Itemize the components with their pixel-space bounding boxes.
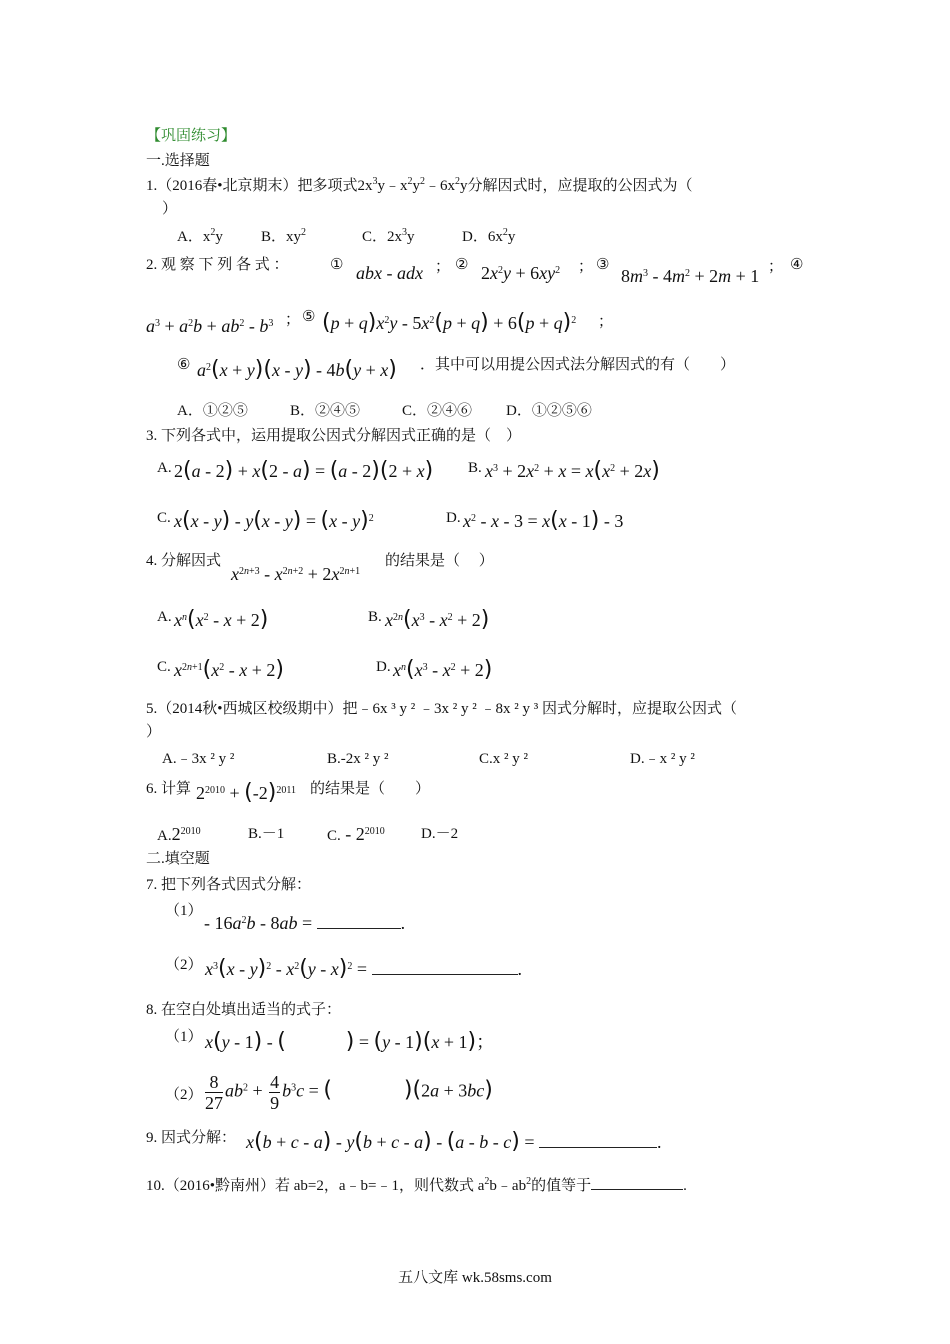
question-4-option-d: $x^n(x^3 - x^2 + 2)$ (393, 657, 493, 682)
question-5-option-b: B.-2x ² y ² (327, 751, 389, 767)
question-5-option-c: C.x ² y ² (479, 751, 528, 767)
question-4-label-a: A. (157, 609, 172, 625)
circled-2: ② (455, 257, 469, 273)
question-2-option-b: B．②④⑤ (290, 403, 361, 419)
expr-2-3: $8m^3 - 4m^2 + 2m + 1$ (621, 266, 760, 286)
question-9-expression: x(b + c - a) - y(b + c - a) - (a - b - c) = . (246, 1129, 662, 1154)
question-4-label-d: D. (376, 659, 391, 675)
question-1-option-a: A．$x^2y$ (177, 227, 223, 245)
question-2-option-c: C．②④⑥ (402, 403, 473, 419)
question-9-stem: 9. 因式分解： (146, 1130, 237, 1146)
question-5-option-d: D.﹣x ² y ² (630, 751, 695, 767)
question-1-option-b: B．$xy^2$ (261, 227, 307, 245)
question-5-option-a: A.﹣3x ² y ² (162, 751, 235, 767)
section-heading: 【巩固练习】 (146, 128, 237, 144)
question-2-stem: 2. 观 察 下 列 各 式 ： (146, 257, 289, 273)
question-10-stem: 10.（2016•黔南州）若 ab=2，a﹣b=﹣1，则代数式 $a^2b﹣ab^2$的值等于 . (146, 1176, 687, 1194)
question-6-expression: $2^{2010} + (-2)^{2011}$ (196, 780, 296, 805)
section-title-fill: 二.填空题 (146, 851, 210, 867)
question-4-stem: 4. 分解因式 (146, 553, 222, 569)
expr-2-6: $a^2(x + y)(x - y) - 4b(y + x)$ (197, 357, 397, 382)
question-1-stem: 1.（2016春•北京期末）把多项式$2x^3y﹣x^2y^2﹣6x^2y$分解因式时，应提取的公因式为（ (146, 176, 693, 194)
expr-2-2: $2x^2y + 6xy^2$ (481, 263, 561, 283)
circled-5: ⑤ (302, 309, 316, 325)
question-2-tail: ．其中可以用提公因式法分解因式的有（ ） (420, 357, 736, 373)
question-4-label-b: B. (368, 609, 382, 625)
question-4-expression: $x^{2n+3} - x^{2n+2} + 2x^{2n+1}$ (231, 564, 361, 584)
question-1-option-c: C．$2x^3y$ (362, 227, 415, 245)
question-3-stem: 3. 下列各式中，运用提取公因式分解因式正确的是（ ） (146, 428, 522, 444)
question-2-option-d: D．①②⑤⑥ (506, 403, 592, 419)
question-6-option-c: C. - $2^{2010}$ (327, 824, 385, 844)
footer-text: 五八文库 wk.58sms.com (398, 1270, 552, 1286)
question-8-expression-2: $\frac{8}{27}$ $ab^2$ + $\frac{4}{9}$ $b^3c$ = ( )(2a + 3bc) (205, 1072, 493, 1113)
circled-4: ④ (790, 257, 804, 273)
question-8-sub-1: （1） (165, 1029, 203, 1045)
question-3-option-c: x(x - y) - y(x - y) = (x - y)$^2$ (174, 508, 374, 533)
question-1-stem-cont: ） (162, 201, 178, 217)
question-3-option-d: $x^2 - x - 3 = x(x - 1) - 3$ (463, 508, 624, 533)
question-5-stem: 5.（2014秋•西城区校级期中）把﹣6x ³ y ² ﹣3x ² y ² ﹣8x ² y ³ 因式分解时，应提取公因式（ (146, 701, 737, 717)
question-8-stem: 8. 在空白处填出适当的式子： (146, 1002, 342, 1018)
question-6-option-b: B.－1 (248, 826, 285, 842)
question-3-option-b: $x^3 + 2x^2 + x = x(x^2 + 2x)$ (485, 458, 660, 483)
question-3-label-b: B. (468, 460, 482, 476)
question-7-sub-2: （2） (165, 957, 203, 973)
question-2-option-a: A．①②⑤ (177, 403, 248, 419)
question-6-option-a: $A.2^{2010}$ (157, 824, 201, 844)
expr-2-5: $(p + q)x^2y - 5x^2(p + q) + 6(p + q)^2$ (322, 310, 577, 335)
question-8-sub-2: （2） (165, 1087, 203, 1103)
question-8-expression-1: x(y - 1) - ( ) = (y - 1)(x + 1)； (205, 1029, 495, 1054)
question-3-label-c: C. (157, 510, 171, 526)
question-7-sub-1: （1） (165, 903, 203, 919)
expr-2-4: $a^3 + a^2b + ab^2 - b^3$ (146, 316, 274, 336)
question-6-tail: 的结果是（ ） (310, 781, 431, 797)
question-4-tail: 的结果是（ ） (385, 553, 494, 569)
question-3-label-d: D. (446, 510, 461, 526)
question-7-expression-2: $x^3(x - y)^2 - x^2(y - x)^2$ = . (205, 956, 523, 981)
question-4-option-a: $x^n(x^2 - x + 2)$ (174, 607, 269, 632)
question-6-stem: 6. 计算 (146, 781, 192, 797)
question-3-label-a: A. (157, 460, 172, 476)
question-5-stem-cont: ） (146, 724, 162, 740)
question-3-option-a: 2(a - 2) + x(2 - a) = (a - 2)(2 + x) (174, 458, 434, 483)
question-7-expression-1: - $16a^2b - 8ab$ = . (204, 913, 406, 933)
question-6-option-d: D.－2 (421, 826, 459, 842)
question-4-option-b: $x^{2n}(x^3 - x^2 + 2)$ (385, 607, 490, 632)
question-1-option-d: D．$6x^2y$ (462, 227, 516, 245)
question-4-option-c: $x^{2n+1}(x^2 - x + 2)$ (174, 657, 284, 682)
expr-2-1: abx - adx (356, 263, 423, 283)
circled-1: ① (330, 257, 344, 273)
section-title-choice: 一.选择题 (146, 153, 210, 169)
question-7-stem: 7. 把下列各式因式分解： (146, 877, 312, 893)
circled-3: ③ (596, 257, 610, 273)
circled-6: ⑥ (177, 357, 191, 373)
question-4-label-c: C. (157, 659, 171, 675)
